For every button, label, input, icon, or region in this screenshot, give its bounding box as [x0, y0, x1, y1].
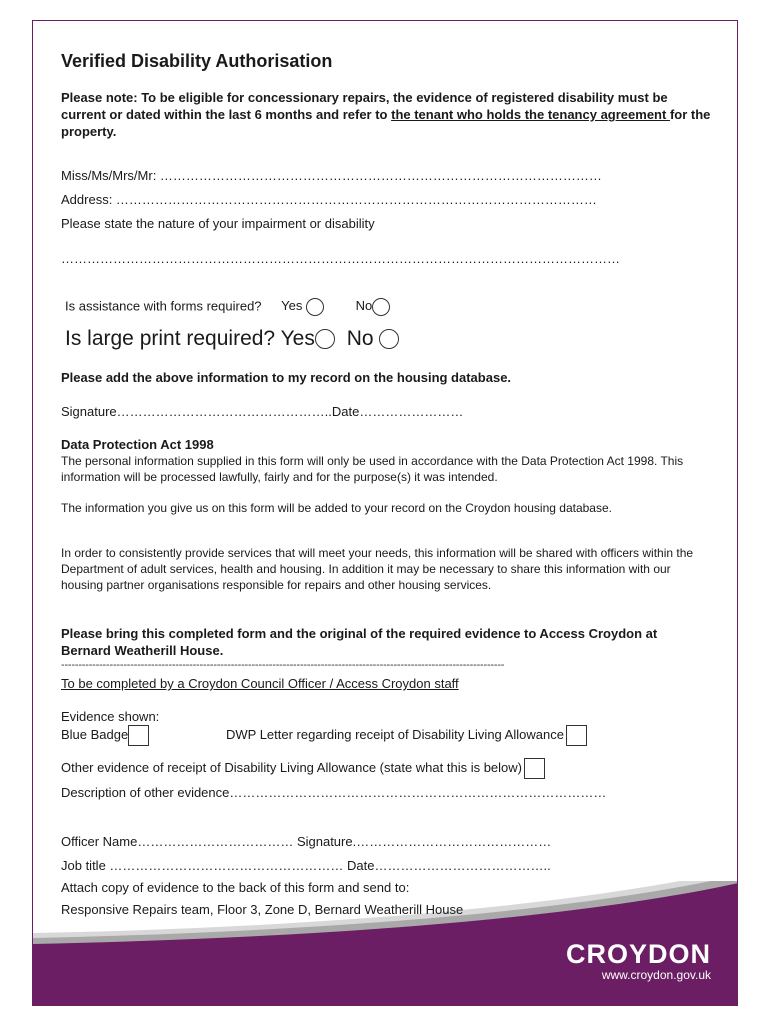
signature-date-field[interactable]: Signature…………………………………………..Date…………………… — [61, 404, 464, 419]
blue-badge-row — [61, 725, 149, 746]
assist-yes-label: Yes — [281, 298, 303, 314]
divider: -------------------------------------------------------------------------------------------------------------------------------- — [61, 659, 505, 671]
officer-name-signature-field[interactable]: Officer Name……………………………… Signature.……………………………………… — [61, 834, 552, 849]
dp-paragraph-3: In order to consistently provide services that will meet your needs, this information will be shared with officers within the Department of adult services, health and housing. In addition it may be necessary to share this information with our housing partner organisations responsible for repairs and other housing services. — [61, 546, 694, 592]
large-print-row — [65, 327, 399, 351]
other-evidence-label: Other evidence of receipt of Disability Living Allowance (state what this is below) — [61, 759, 522, 775]
croydon-logo — [566, 939, 711, 982]
bring-form-text: Please bring this completed form and the original of the required evidence to Access Croydon at Bernard Weatherill House. — [61, 626, 658, 658]
other-evidence-checkbox[interactable] — [524, 758, 545, 779]
dwp-letter-checkbox[interactable] — [566, 725, 587, 746]
large-print-yes-label: Yes — [280, 327, 315, 350]
send-to-text: Responsive Repairs team, Floor 3, Zone D, Bernard Weatherill House — [61, 902, 464, 917]
assist-no-label: No — [355, 298, 373, 314]
blue-badge-checkbox[interactable] — [128, 725, 149, 746]
impairment-field[interactable]: ………………………………………………………………………………………………………………… — [61, 251, 620, 266]
impairment-label: Please state the nature of your impairment or disability — [61, 216, 375, 231]
note-underlined: the tenant who holds the tenancy agreement — [391, 107, 670, 122]
note-suffix: for the property. — [61, 107, 711, 139]
address-field[interactable]: Address: ………………………………………………………………………………………………… — [61, 192, 597, 207]
assist-row — [65, 298, 390, 316]
large-print-question: Is large print required? — [65, 327, 276, 350]
dp-title: Data Protection Act 1998 — [61, 437, 214, 452]
dp-paragraph-2: The information you give us on this form will be added to your record on the Croydon housing database. — [61, 501, 612, 515]
large-print-no-label: No — [346, 327, 374, 350]
add-record-text: Please add the above information to my record on the housing database. — [61, 370, 512, 385]
assist-yes-radio[interactable] — [306, 298, 324, 316]
large-print-no-radio[interactable] — [379, 329, 399, 349]
assist-question: Is assistance with forms required? — [65, 298, 262, 314]
blue-badge-label: Blue Badge — [61, 726, 129, 742]
brand-url[interactable]: www.croydon.gov.uk — [601, 968, 711, 982]
dwp-letter-row — [226, 725, 587, 746]
other-evidence-row — [61, 758, 545, 779]
eligibility-note — [61, 89, 711, 140]
attach-copy-text: Attach copy of evidence to the back of this form and send to: — [61, 880, 410, 895]
brand-name: CROYDON — [565, 939, 711, 969]
note-prefix: Please note: To be eligible for concessionary repairs, the evidence of registered disability must be current or dated within the last 6 months and refer to — [61, 90, 668, 122]
job-title-date-field[interactable]: Job title ……………………………………………… Date………………………………….. — [61, 858, 551, 873]
assist-no-radio[interactable] — [372, 298, 390, 316]
description-field[interactable]: Description of other evidence…………………………………………………………………………… — [61, 785, 607, 800]
form-title: Verified Disability Authorisation — [61, 51, 333, 71]
dwp-letter-label: DWP Letter regarding receipt of Disability Living Allowance — [226, 726, 564, 742]
large-print-yes-radio[interactable] — [315, 329, 335, 349]
name-field[interactable]: Miss/Ms/Mrs/Mr: ………………………………………………………………………………………… — [61, 168, 602, 183]
form-page — [32, 20, 738, 1006]
dp-paragraph-1: The personal information supplied in this form will only be used in accordance with the Data Protection Act 1998. This information will be processed lawfully, fairly and for the purpose(s) it was intended. — [61, 454, 684, 484]
officer-heading: To be completed by a Croydon Council Officer / Access Croydon staff — [61, 676, 459, 691]
evidence-shown-label: Evidence shown: — [61, 709, 160, 724]
